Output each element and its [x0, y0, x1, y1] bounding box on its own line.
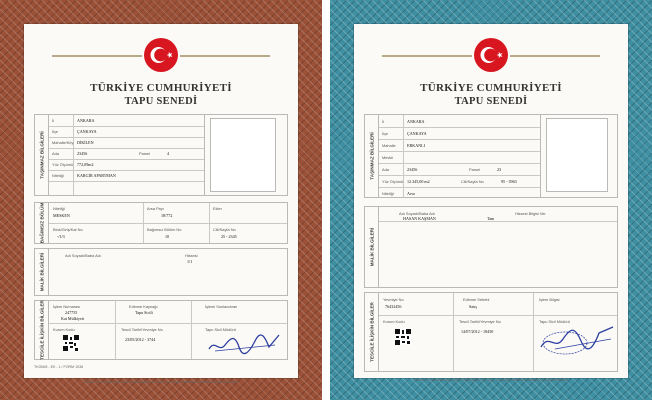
- mevkii-label: Mevkii: [382, 155, 394, 160]
- kurum-kodu-label: Kurum Kodu: [53, 327, 75, 332]
- qr-code-icon: [63, 335, 79, 351]
- owner-share-value: 1/1: [187, 259, 193, 264]
- photo-box: [546, 118, 608, 192]
- ilce-label: İlçe: [52, 129, 59, 134]
- cilt-label: Cilt/Sayfa No: [213, 227, 236, 232]
- tescil-tarihi-label: Tescil Tarihi/Yevmiye No: [459, 319, 501, 324]
- yuzolcum-value: 772,09m2: [77, 162, 94, 167]
- registration-section: [364, 292, 618, 372]
- photo-box: [210, 118, 276, 192]
- edinme-kaynagi-value: Tapu Sicili: [135, 310, 153, 315]
- deed-subtitle: TAPU SENEDİ: [124, 96, 198, 107]
- footer-note: Hüküm ve onaylar tapu sicil müdürlüğüne ait olup, bu belge elektronik ortamda oluşturulmuştur.: [83, 380, 239, 384]
- header-rule-left: [52, 55, 142, 57]
- ada-label: Ada: [52, 151, 59, 156]
- ada-label: Ada: [382, 167, 389, 172]
- deed-left-paper: [24, 24, 298, 384]
- crescent-star-emblem-icon: [474, 38, 508, 72]
- tescil-tarihi-value: 23/05/2012 - 3744: [125, 337, 156, 342]
- registration-section: [34, 300, 288, 360]
- cilt-value: 95 - 3963: [501, 179, 517, 184]
- ekler-label: Ekler: [213, 206, 222, 211]
- header-rule-right: [510, 55, 600, 57]
- owner-share-value: Tam: [487, 216, 495, 221]
- blok-label: Blok/Giriş/Kat No: [53, 227, 83, 232]
- unit-nitelik-label: Niteliği: [53, 206, 65, 211]
- islem-bilgisi-label: İşlem Bilgisi: [539, 297, 560, 302]
- header-rule-left: [382, 55, 472, 57]
- il-value: ANKARA: [77, 118, 95, 123]
- owner-section-label: MALİK BİLGİLERİ: [35, 249, 49, 295]
- edinme-sebebi-value: Satış: [469, 304, 477, 309]
- arsa-value: 18/772: [161, 213, 173, 218]
- footer-note: Hüküm ve onaylar tapu sicil müdürlüğüne ait olup, bu belge elektronik ortamda oluşturulmuştur.: [413, 378, 569, 382]
- il-label: İl: [382, 119, 384, 124]
- owner-name-label: Adı Soyadı/Baba Adı: [399, 211, 435, 216]
- tescil-tarihi-value: 14/07/2012 - 18450: [461, 329, 494, 334]
- unit-section: [34, 202, 288, 244]
- il-value: ANKARA: [407, 119, 425, 124]
- deed-title: TÜRKİYE CUMHURİYETİ: [90, 82, 232, 94]
- property-section-label: TAŞINMAZ BİLGİLERİ: [365, 115, 379, 197]
- yuzolcum-value: 12.345,00 m2: [407, 179, 430, 184]
- deed-right-border: [330, 0, 652, 400]
- owner-section-label: MALİK BİLGİLERİ: [365, 207, 379, 287]
- unit-section-label: BAĞIMSIZ BÖLÜM: [35, 203, 49, 243]
- kurum-kodu-label: Kurum Kodu: [383, 319, 405, 324]
- deed-left-border: [0, 0, 322, 400]
- mahalle-value: DİKİLEN: [77, 140, 94, 145]
- bagimsiz-value: 10: [165, 234, 170, 239]
- owner-share-label: Hissesi: [185, 253, 198, 258]
- deed-right-paper: [354, 24, 628, 382]
- ada-value: 23456: [77, 151, 88, 156]
- form-code: TKGM/8 - EK - 1 / FORM 1038: [34, 365, 84, 369]
- owner-section: [34, 248, 288, 296]
- property-section-label: TAŞINMAZ BİLGİLERİ: [35, 115, 49, 195]
- islem-value: 247755: [65, 310, 78, 315]
- registration-section-label: TESCİLE İLİŞKİN BİLGİLER: [35, 301, 49, 359]
- yevmiye-value: 76432456: [385, 304, 402, 309]
- ilce-value: ÇANKAYA: [407, 131, 427, 136]
- nitelik-label: Niteliği: [382, 191, 394, 196]
- edinme-sebebi-value: Kat Mülkiyeti: [61, 316, 85, 321]
- parsel-label: Parsel: [139, 151, 151, 156]
- cilt-value: 25 - 2345: [221, 234, 237, 239]
- qr-code-icon: [395, 329, 411, 345]
- nitelik-label: Niteliği: [52, 173, 64, 178]
- parsel-value: 4: [167, 151, 170, 156]
- yevmiye-label: Yevmiye No: [383, 297, 404, 302]
- cilt-label: Cilt/Sayfa No: [461, 179, 484, 184]
- tescil-tarihi-label: Tescil Tarihi/Yevmiye No: [121, 327, 163, 332]
- registration-section-label: TESCİLE İLİŞKİN BİLGİLER: [365, 293, 379, 371]
- mahalle-value: ERKANLI: [407, 143, 425, 148]
- deed-subtitle: TAPU SENEDİ: [454, 96, 528, 107]
- parsel-label: Parsel: [469, 167, 481, 172]
- nitelik-value: Arsa: [407, 191, 415, 196]
- yuzolcum-label: Yüz Ölçümü: [52, 162, 74, 167]
- owner-section: [364, 206, 618, 288]
- bagimsiz-label: Bağımsız Bölüm No: [147, 227, 182, 232]
- header-rule-right: [180, 55, 270, 57]
- owner-name-label: Adı Soyadı/Baba Adı: [65, 253, 101, 258]
- signature-stamp-icon: [205, 331, 283, 357]
- parsel-value: 23: [497, 167, 502, 172]
- ilce-value: ÇANKAYA: [77, 129, 97, 134]
- mahalle-label: Mahalle/Köy: [52, 140, 74, 145]
- property-fields: [49, 115, 205, 195]
- owner-name-value: HASAN KAŞMAN: [403, 216, 436, 221]
- blok-value: -/1/3: [57, 234, 65, 239]
- signature-stamp-icon: [535, 323, 617, 357]
- arsa-label: Arsa Payı: [147, 206, 164, 211]
- edinme-sebebi-label: Edinme Sebebi: [463, 297, 490, 302]
- nitelik-value: KARGİR APARTMAN: [77, 173, 116, 178]
- property-fields: [379, 115, 541, 197]
- ilce-label: İlçe: [382, 131, 389, 136]
- yuzolcum-label: Yüz Ölçümü: [382, 179, 404, 184]
- ada-value: 23456: [407, 167, 418, 172]
- owner-share-label: Hissesi Bilgisi Ver: [515, 211, 546, 216]
- tapu-sicil-muduru-label: Tapu Sicil Müdürü: [539, 319, 570, 324]
- crescent-star-emblem-icon: [144, 38, 178, 72]
- tapu-sicil-muduru-label: Tapu Sicil Müdürü: [205, 327, 236, 332]
- islem-label: İşlem Numarası: [53, 304, 81, 309]
- mahalle-label: Mahalle: [382, 143, 396, 148]
- islemi-sonlandiran-label: İşlemi Sonlandıran: [205, 304, 238, 309]
- deed-title: TÜRKİYE CUMHURİYETİ: [420, 82, 562, 94]
- edinme-kaynagi-label: Edinme Kaynağı: [129, 304, 158, 309]
- il-label: İl: [52, 118, 54, 123]
- unit-nitelik-value: MESKEN: [53, 213, 70, 218]
